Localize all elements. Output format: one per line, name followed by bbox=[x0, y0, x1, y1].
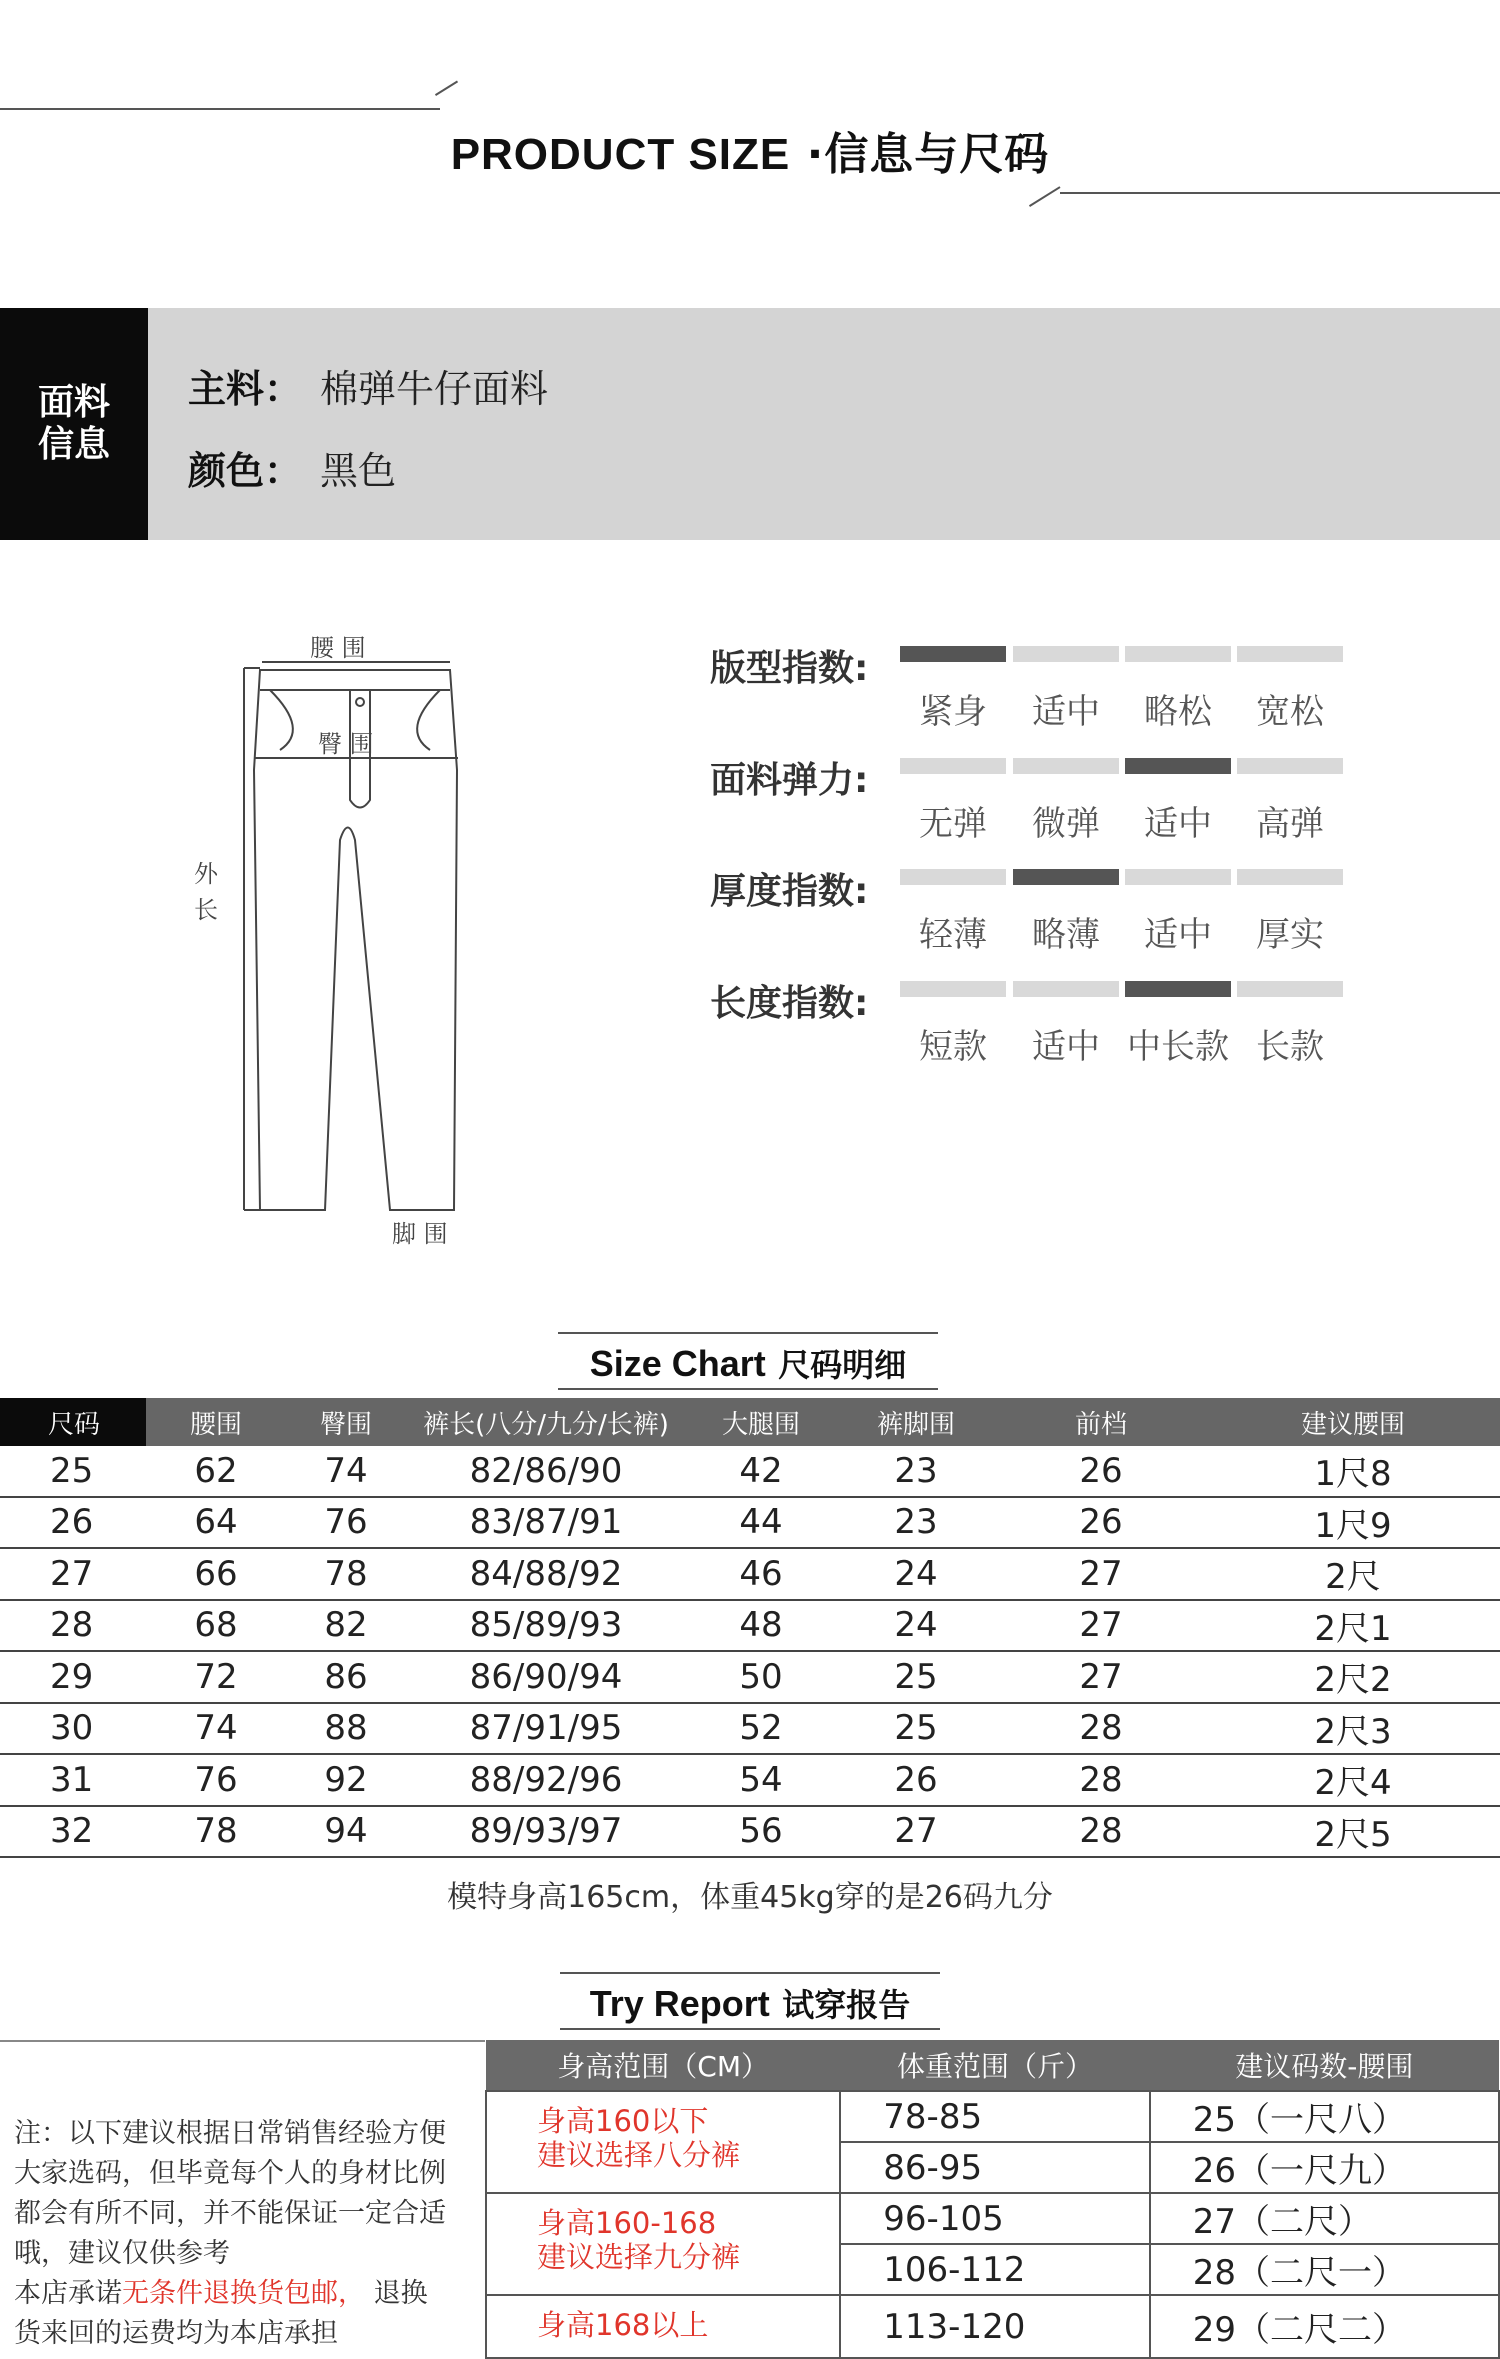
fabric-label-line2: 信息 bbox=[37, 424, 110, 465]
fabric-label-line1: 面料 bbox=[37, 382, 110, 423]
size-cell: 88 bbox=[286, 1703, 406, 1755]
size-cell: 27（二尺） bbox=[1150, 2193, 1499, 2244]
size-cell: 78 bbox=[286, 1548, 406, 1600]
fabric-key: 颜色： bbox=[188, 449, 303, 493]
fabric-value: 黑色 bbox=[320, 449, 397, 493]
try-report-title-en: Try Report bbox=[589, 1983, 770, 2024]
size-chart-title-cn: 尺码明细 bbox=[778, 1346, 907, 1384]
size-cell: 46 bbox=[686, 1548, 836, 1600]
title-english: PRODUCT SIZE bbox=[450, 130, 791, 179]
size-cell: 29（二尺二） bbox=[1150, 2295, 1499, 2358]
height-group bbox=[486, 2295, 840, 2358]
outer-length-label-2: 长 bbox=[194, 896, 218, 924]
try-report-header-row bbox=[486, 2040, 1499, 2091]
size-cell: 26（一尺九） bbox=[1150, 2142, 1499, 2193]
size-cell: 23 bbox=[836, 1497, 996, 1549]
try-header-height: 身高范围（CM） bbox=[486, 2040, 840, 2091]
size-cell: 50 bbox=[686, 1651, 836, 1703]
fabric-row-material bbox=[188, 358, 548, 413]
index-bar bbox=[900, 758, 1006, 774]
index-bar-selected bbox=[1125, 758, 1231, 774]
index-option: 宽松 bbox=[1256, 692, 1324, 732]
size-cell: 89/93/97 bbox=[406, 1806, 686, 1858]
index-option: 紧身 bbox=[919, 692, 987, 732]
index-option: 略松 bbox=[1144, 692, 1212, 732]
size-cell: 92 bbox=[286, 1754, 406, 1806]
size-cell: 48 bbox=[686, 1600, 836, 1652]
fabric-key: 主料： bbox=[188, 367, 303, 411]
index-bar bbox=[1013, 646, 1119, 662]
size-chart-title bbox=[558, 1340, 938, 1386]
size-header-cell: 建议腰围 bbox=[1206, 1398, 1500, 1446]
index-option: 适中 bbox=[1032, 1027, 1100, 1067]
header-decoration-slant-left bbox=[435, 81, 458, 96]
try-header-weight: 体重范围（斤） bbox=[840, 2040, 1149, 2091]
size-cell: 2尺 bbox=[1206, 1548, 1500, 1600]
height-group-line2: 建议选择八分裤 bbox=[537, 2138, 741, 2172]
pants-diagram bbox=[160, 620, 480, 1260]
size-cell: 27 bbox=[996, 1600, 1206, 1652]
size-header-cell: 大腿围 bbox=[686, 1398, 836, 1446]
size-cell: 1尺9 bbox=[1206, 1497, 1500, 1549]
height-group-line1: 身高168以上 bbox=[537, 2308, 709, 2342]
index-bar bbox=[1237, 981, 1343, 997]
size-cell: 26 bbox=[996, 1497, 1206, 1549]
size-cell: 2尺4 bbox=[1206, 1754, 1500, 1806]
index-bar bbox=[900, 981, 1006, 997]
size-header-cell: 裤脚围 bbox=[836, 1398, 996, 1446]
size-cell: 72 bbox=[146, 1651, 286, 1703]
header-decoration-slant-right bbox=[1029, 186, 1061, 207]
size-cell: 1尺8 bbox=[1206, 1446, 1500, 1497]
fabric-info-band bbox=[148, 308, 1500, 540]
weight-cell: 96-105 bbox=[840, 2193, 1149, 2244]
size-cell: 27 bbox=[996, 1651, 1206, 1703]
index-option: 高弹 bbox=[1256, 804, 1324, 844]
table-row bbox=[0, 1497, 1500, 1549]
index-option: 中长款 bbox=[1127, 1027, 1229, 1067]
title-separator: · bbox=[806, 129, 825, 180]
index-bar bbox=[900, 869, 1006, 885]
try-report-row bbox=[486, 2193, 1499, 2244]
note-promise-red: 无条件退换货包邮， bbox=[122, 2278, 365, 2309]
size-cell: 44 bbox=[686, 1497, 836, 1549]
size-cell: 86 bbox=[286, 1651, 406, 1703]
size-cell: 86/90/94 bbox=[406, 1651, 686, 1703]
size-cell: 28 bbox=[996, 1754, 1206, 1806]
height-group bbox=[486, 2193, 840, 2295]
index-option: 无弹 bbox=[919, 804, 987, 844]
size-cell: 28 bbox=[996, 1703, 1206, 1755]
note-text: 注：以下建议根据日常销售经验方便大家选码，但毕竟每个人的身材比例都会有所不同，并不能保证一定合适哦，建议仅供参考 bbox=[14, 2118, 446, 2269]
size-cell: 30 bbox=[0, 1703, 146, 1755]
try-report-row bbox=[486, 2091, 1499, 2142]
index-bar-selected bbox=[1125, 981, 1231, 997]
index-option: 轻薄 bbox=[919, 915, 987, 955]
index-option: 厚实 bbox=[1256, 915, 1324, 955]
index-label: 长度指数: bbox=[710, 983, 869, 1024]
size-header-cell: 尺码 bbox=[0, 1398, 146, 1446]
outer-length-label-1: 外 bbox=[194, 860, 218, 888]
size-cell: 62 bbox=[146, 1446, 286, 1497]
index-bar-selected bbox=[900, 646, 1006, 662]
index-option: 微弹 bbox=[1032, 804, 1100, 844]
index-option: 长款 bbox=[1256, 1027, 1324, 1067]
index-option: 适中 bbox=[1144, 804, 1212, 844]
index-option: 略薄 bbox=[1032, 915, 1100, 955]
index-label: 版型指数: bbox=[710, 648, 869, 689]
try-header-size: 建议码数-腰围 bbox=[1150, 2040, 1499, 2091]
index-bar bbox=[1237, 646, 1343, 662]
height-group-line2: 建议选择九分裤 bbox=[537, 2240, 741, 2274]
index-option: 短款 bbox=[919, 1027, 987, 1067]
size-cell: 25 bbox=[0, 1446, 146, 1497]
size-header-cell: 腰围 bbox=[146, 1398, 286, 1446]
fabric-row-color bbox=[188, 440, 396, 495]
size-cell: 74 bbox=[286, 1446, 406, 1497]
size-cell: 87/91/95 bbox=[406, 1703, 686, 1755]
table-row bbox=[0, 1754, 1500, 1806]
height-group-line1: 身高160以下 bbox=[537, 2104, 709, 2138]
size-cell: 82 bbox=[286, 1600, 406, 1652]
size-cell: 42 bbox=[686, 1446, 836, 1497]
size-cell: 83/87/91 bbox=[406, 1497, 686, 1549]
size-cell: 88/92/96 bbox=[406, 1754, 686, 1806]
size-cell: 85/89/93 bbox=[406, 1600, 686, 1652]
table-row bbox=[0, 1548, 1500, 1600]
size-cell: 27 bbox=[836, 1806, 996, 1858]
hip-label: 臀 围 bbox=[318, 730, 374, 758]
table-row bbox=[0, 1446, 1500, 1497]
try-report-table bbox=[485, 2040, 1500, 2359]
hem-label: 脚 围 bbox=[392, 1220, 448, 1248]
header-decoration-line-right bbox=[1060, 192, 1500, 194]
size-cell: 26 bbox=[996, 1446, 1206, 1497]
size-chart-title-en: Size Chart bbox=[589, 1343, 766, 1384]
table-row bbox=[0, 1806, 1500, 1858]
index-option: 适中 bbox=[1144, 915, 1212, 955]
size-cell: 2尺3 bbox=[1206, 1703, 1500, 1755]
weight-cell: 86-95 bbox=[840, 2142, 1149, 2193]
try-report-note bbox=[14, 2114, 454, 2354]
size-cell: 27 bbox=[996, 1548, 1206, 1600]
weight-cell: 113-120 bbox=[840, 2295, 1149, 2358]
try-report-title bbox=[560, 1980, 940, 2026]
size-cell: 31 bbox=[0, 1754, 146, 1806]
header-decoration-line-left bbox=[0, 108, 440, 110]
index-bar-selected bbox=[1013, 869, 1119, 885]
size-header-cell: 裤长(八分/九分/长裤) bbox=[406, 1398, 686, 1446]
try-report-title-cn: 试穿报告 bbox=[782, 1986, 911, 2024]
try-report-note-panel bbox=[0, 2040, 485, 2349]
index-bar bbox=[1125, 646, 1231, 662]
size-cell: 94 bbox=[286, 1806, 406, 1858]
size-cell: 66 bbox=[146, 1548, 286, 1600]
size-cell: 25 bbox=[836, 1703, 996, 1755]
size-cell: 25（一尺八） bbox=[1150, 2091, 1499, 2142]
page-title bbox=[0, 118, 1500, 182]
size-cell: 23 bbox=[836, 1446, 996, 1497]
size-cell: 84/88/92 bbox=[406, 1548, 686, 1600]
fabric-info-label bbox=[0, 308, 148, 540]
size-cell: 32 bbox=[0, 1806, 146, 1858]
size-cell: 52 bbox=[686, 1703, 836, 1755]
size-cell: 68 bbox=[146, 1600, 286, 1652]
index-option: 适中 bbox=[1032, 692, 1100, 732]
size-cell: 28（二尺一） bbox=[1150, 2244, 1499, 2295]
size-cell: 27 bbox=[0, 1548, 146, 1600]
size-cell: 28 bbox=[0, 1600, 146, 1652]
weight-cell: 78-85 bbox=[840, 2091, 1149, 2142]
size-cell: 82/86/90 bbox=[406, 1446, 686, 1497]
index-label: 厚度指数: bbox=[710, 871, 869, 912]
size-cell: 24 bbox=[836, 1600, 996, 1652]
size-cell: 26 bbox=[836, 1754, 996, 1806]
size-cell: 29 bbox=[0, 1651, 146, 1703]
size-chart-table bbox=[0, 1398, 1500, 1858]
size-cell: 54 bbox=[686, 1754, 836, 1806]
waist-label: 腰 围 bbox=[310, 634, 366, 662]
table-row bbox=[0, 1651, 1500, 1703]
size-cell: 28 bbox=[996, 1806, 1206, 1858]
size-header-cell: 前档 bbox=[996, 1398, 1206, 1446]
size-cell: 64 bbox=[146, 1497, 286, 1549]
size-cell: 2尺5 bbox=[1206, 1806, 1500, 1858]
size-cell: 24 bbox=[836, 1548, 996, 1600]
note-tail: 退换货来回的运费均为本店承担 bbox=[14, 2278, 428, 2349]
size-cell: 74 bbox=[146, 1703, 286, 1755]
size-cell: 25 bbox=[836, 1651, 996, 1703]
height-group-line1: 身高160-168 bbox=[537, 2206, 717, 2240]
table-row bbox=[0, 1703, 1500, 1755]
size-cell: 76 bbox=[286, 1497, 406, 1549]
index-bar bbox=[1013, 981, 1119, 997]
size-cell: 2尺1 bbox=[1206, 1600, 1500, 1652]
size-cell: 26 bbox=[0, 1497, 146, 1549]
index-bar bbox=[1237, 758, 1343, 774]
size-cell: 76 bbox=[146, 1754, 286, 1806]
index-bar bbox=[1125, 869, 1231, 885]
weight-cell: 106-112 bbox=[840, 2244, 1149, 2295]
try-report-row bbox=[486, 2295, 1499, 2358]
table-row bbox=[0, 1600, 1500, 1652]
size-header-cell: 臀围 bbox=[286, 1398, 406, 1446]
index-label: 面料弹力: bbox=[710, 760, 869, 801]
model-note: 模特身高165cm，体重45kg穿的是26码九分 bbox=[447, 1880, 1053, 1915]
size-cell: 56 bbox=[686, 1806, 836, 1858]
size-cell: 2尺2 bbox=[1206, 1651, 1500, 1703]
size-chart-header-row bbox=[0, 1398, 1500, 1446]
fabric-value: 棉弹牛仔面料 bbox=[320, 367, 549, 411]
title-chinese: 信息与尺码 bbox=[824, 129, 1050, 180]
note-promise: 本店承诺 bbox=[14, 2278, 122, 2309]
index-bar bbox=[1237, 869, 1343, 885]
height-group bbox=[486, 2091, 840, 2193]
index-bar bbox=[1013, 758, 1119, 774]
size-cell: 78 bbox=[146, 1806, 286, 1858]
